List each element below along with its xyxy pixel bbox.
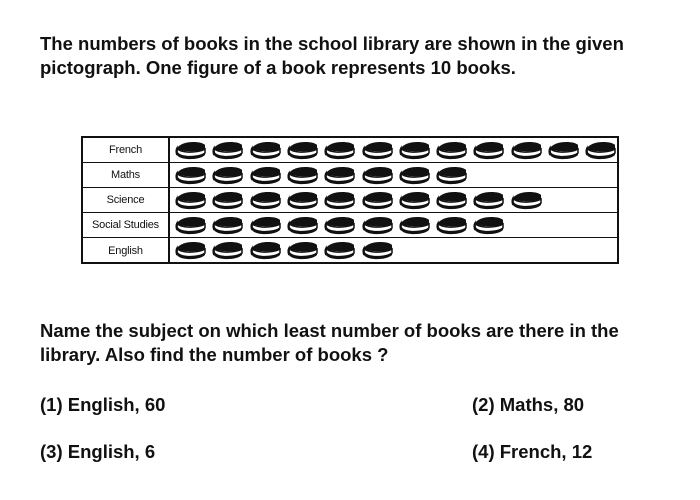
- book-icon: [324, 165, 356, 185]
- book-icon: [175, 165, 207, 185]
- option-4[interactable]: (4) French, 12: [472, 441, 593, 462]
- book-icon: [436, 190, 468, 210]
- book-icon: [250, 190, 282, 210]
- book-icon: [436, 215, 468, 235]
- pictograph-row-maths: [83, 163, 617, 188]
- book-icon: [287, 165, 319, 185]
- pictograph-row-english: [83, 238, 617, 263]
- book-icon: [212, 165, 244, 185]
- option-3[interactable]: (3) English, 6: [40, 441, 156, 462]
- book-icon: [324, 190, 356, 210]
- book-icon: [362, 140, 394, 160]
- row-label-science: Science: [83, 188, 170, 212]
- book-icon: [362, 190, 394, 210]
- book-icon: [473, 140, 505, 160]
- pictograph-row-science: [83, 188, 617, 213]
- book-icon: [399, 215, 431, 235]
- book-icon: [175, 190, 207, 210]
- book-icon: [511, 190, 543, 210]
- row-label-maths: Maths: [83, 163, 170, 187]
- book-icon: [287, 240, 319, 260]
- book-icon: [250, 140, 282, 160]
- book-icon: [399, 140, 431, 160]
- question-paragraph: Name the subject on which least number of books are there in the library. Also find the number of books ?: [40, 320, 619, 365]
- book-icon: [473, 190, 505, 210]
- row-label-english: English: [83, 238, 170, 263]
- option-1[interactable]: (1) English, 60: [40, 394, 166, 415]
- book-icon: [436, 165, 468, 185]
- book-icon: [250, 240, 282, 260]
- pictograph-row-french: [83, 138, 617, 163]
- book-icon: [399, 190, 431, 210]
- row-label-french: French: [83, 138, 170, 162]
- row-label-social-studies: Social Studies: [83, 213, 170, 237]
- book-icon: [287, 190, 319, 210]
- book-icon: [287, 215, 319, 235]
- option-2[interactable]: (2) Maths, 80: [472, 394, 585, 415]
- book-icon: [473, 215, 505, 235]
- book-icon: [175, 215, 207, 235]
- book-icon: [212, 190, 244, 210]
- book-icon: [511, 140, 543, 160]
- book-icon: [548, 140, 580, 160]
- book-icon: [212, 240, 244, 260]
- book-icon: [362, 240, 394, 260]
- book-icon: [175, 140, 207, 160]
- book-icon: [362, 165, 394, 185]
- book-icon: [212, 140, 244, 160]
- book-icon: [212, 215, 244, 235]
- book-icon: [399, 165, 431, 185]
- book-icon: [250, 215, 282, 235]
- book-icon: [175, 240, 207, 260]
- book-icon: [324, 240, 356, 260]
- intro-paragraph: The numbers of books in the school library are shown in the given pictograph. One figure of a book represents 10 books.: [40, 33, 624, 78]
- book-icon: [436, 140, 468, 160]
- book-icon: [250, 165, 282, 185]
- book-icon: [585, 140, 617, 160]
- book-icon: [324, 215, 356, 235]
- pictograph-row-social-studies: [83, 213, 617, 238]
- book-icon: [287, 140, 319, 160]
- pictograph: [81, 136, 619, 264]
- book-icon: [324, 140, 356, 160]
- book-icon: [362, 215, 394, 235]
